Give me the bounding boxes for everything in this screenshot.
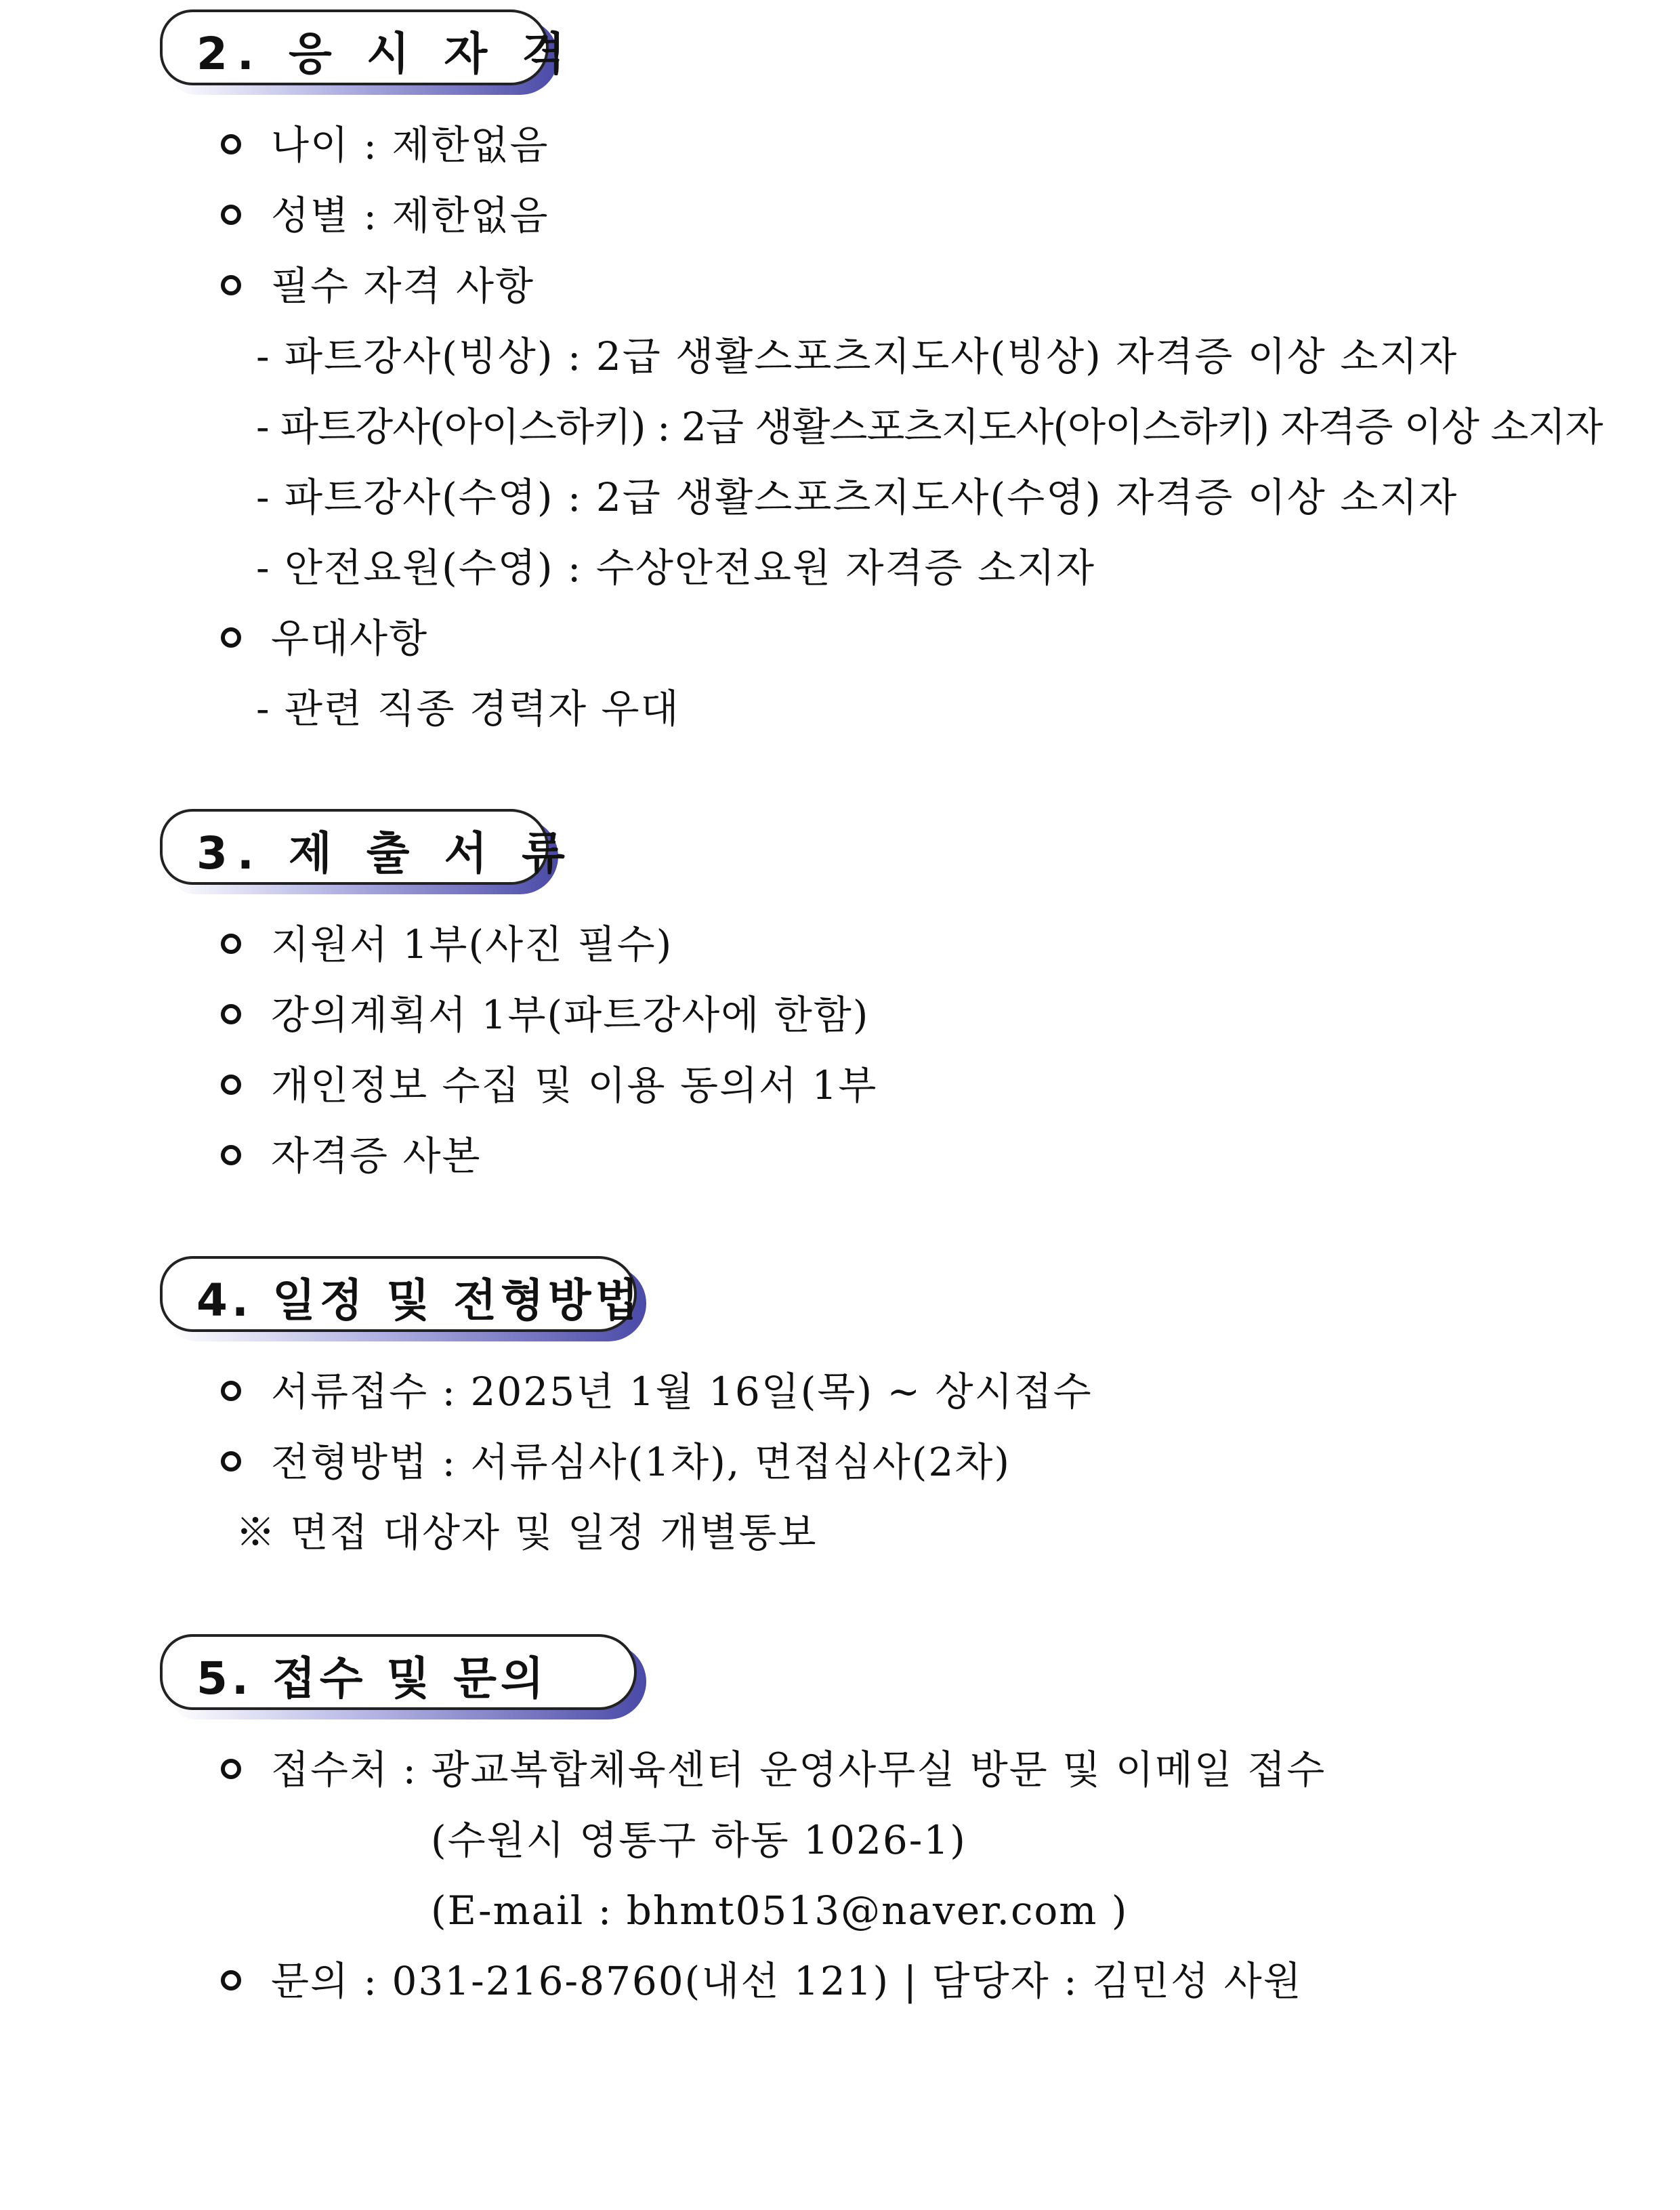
circle-bullet-icon: [221, 1145, 241, 1165]
circle-bullet-icon: [221, 205, 241, 225]
sub-item: - 파트강사(수영) : 2급 생활스포츠지도사(수영) 자격증 이상 소지자: [256, 474, 1458, 520]
circle-bullet-icon: [221, 934, 241, 954]
section-heading-qualifications: [160, 9, 574, 85]
note: ※ 면접 대상자 및 일정 개별통보: [236, 1509, 818, 1556]
circle-bullet-icon: [221, 1075, 241, 1095]
circle-bullet-icon: [221, 1451, 241, 1472]
circle-bullet-icon: [221, 134, 241, 154]
list-item: 서류접수 : 2025년 1월 16일(목) ~ 상시접수: [221, 1366, 1093, 1417]
email-line: (E-mail : bhmt0513@naver.com ): [431, 1888, 1129, 1934]
circle-bullet-icon: [221, 1004, 241, 1024]
list-item: 필수 자격 사항: [221, 260, 534, 312]
circle-bullet-icon: [221, 275, 241, 295]
list-item: 지원서 1부(사진 필수): [221, 919, 673, 970]
list-item: 전형방법 : 서류심사(1차), 면접심사(2차): [221, 1436, 1011, 1488]
sub-item: - 파트강사(빙상) : 2급 생활스포츠지도사(빙상) 자격증 이상 소지자: [256, 333, 1458, 379]
list-item: 개인정보 수집 및 이용 동의서 1부: [221, 1060, 877, 1111]
section-heading-documents: [160, 809, 574, 885]
address-line: (수원시 영통구 하동 1026-1): [431, 1817, 967, 1863]
list-item: 우대사항: [221, 612, 428, 664]
section-title: 4. 일정 및 전형방법: [196, 1274, 643, 1327]
circle-bullet-icon: [221, 1381, 241, 1401]
section-title: 3. 제 출 서 류: [196, 827, 574, 879]
sub-item: - 안전요원(수영) : 수상안전요원 자격증 소지자: [256, 545, 1096, 591]
section-heading-schedule: [160, 1256, 643, 1332]
circle-bullet-icon: [221, 627, 241, 648]
section-heading-contact: [160, 1634, 637, 1710]
list-item: 접수처 : 광교복합체육센터 운영사무실 방문 및 이메일 접수: [221, 1744, 1326, 1795]
section-title: 5. 접수 및 문의: [196, 1652, 548, 1705]
list-item: 성별 : 제한없음: [221, 190, 549, 241]
list-item: 문의 : 031-216-8760(내선 121) | 담당자 : 김민성 사원: [221, 1955, 1303, 2007]
section-title: 2. 응 시 자 격: [196, 28, 574, 80]
list-item: 나이 : 제한없음: [221, 119, 549, 171]
circle-bullet-icon: [221, 1970, 241, 1990]
sub-item: - 관련 직종 경력자 우대: [256, 686, 680, 732]
circle-bullet-icon: [221, 1759, 241, 1779]
sub-item: - 파트강사(아이스하키) : 2급 생활스포츠지도사(아이스하키) 자격증 이상 소지자: [256, 404, 1603, 450]
list-item: 자격증 사본: [221, 1130, 482, 1182]
list-item: 강의계획서 1부(파트강사에 한함): [221, 989, 869, 1041]
